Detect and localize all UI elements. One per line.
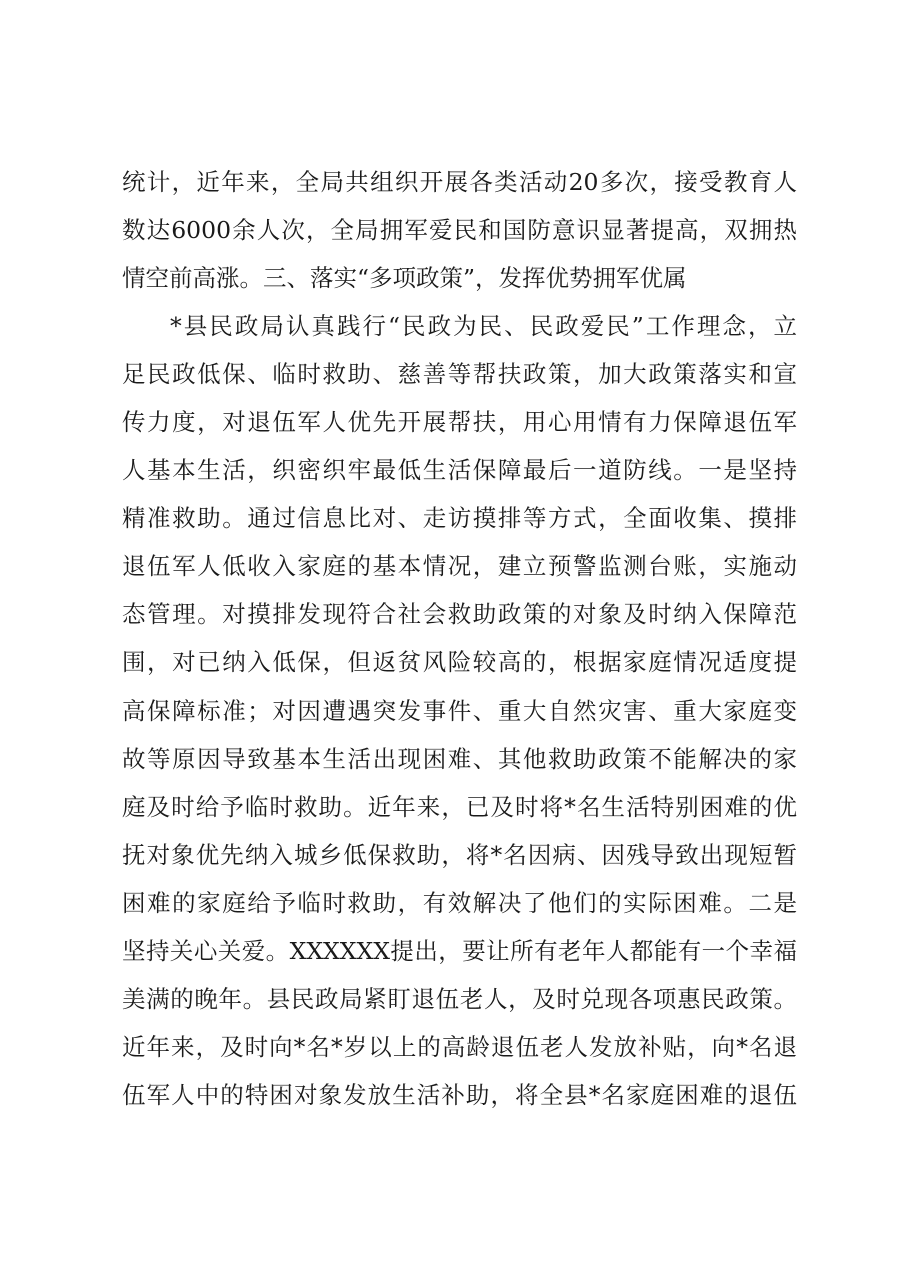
text-line: 坚持关心关爱。XXXXXX提出，要让所有老年人都能有一个幸福 <box>122 936 797 965</box>
text-line: 传力度，对退伍军人优先开展帮扶，用心用情有力保障退伍军 <box>122 408 797 437</box>
text-line: 高保障标准；对因遭遇突发事件、重大自然灾害、重大家庭变 <box>122 696 797 725</box>
text-line: 统计，近年来，全局共组织开展各类活动20多次，接受教育人 <box>122 168 797 196</box>
text-line: 抚对象优先纳入城乡低保救助，将*名因病、因残导致出现短暂 <box>122 840 797 869</box>
text-line: 故等原因导致基本生活出现困难、其他救助政策不能解决的家 <box>122 744 797 773</box>
text-line: 困难的家庭给予临时救助，有效解决了他们的实际困难。二是 <box>122 888 797 917</box>
text-line: 情空前高涨。三、落实“多项政策”，发挥优势拥军优属 <box>122 264 687 293</box>
text-line: 足民政低保、临时救助、慈善等帮扶政策，加大政策落实和宣 <box>122 360 797 389</box>
text-line: 围，对已纳入低保，但返贫风险较高的，根据家庭情况适度提 <box>122 648 797 677</box>
text-line: 退伍军人低收入家庭的基本情况，建立预警监测台账，实施动 <box>122 552 797 581</box>
text-line: 美满的晚年。县民政局紧盯退伍老人，及时兑现各项惠民政策。 <box>122 984 797 1013</box>
text-line: 精准救助。通过信息比对、走访摸排等方式，全面收集、摸排 <box>122 504 797 533</box>
text-line: 态管理。对摸排发现符合社会救助政策的对象及时纳入保障范 <box>122 600 797 629</box>
text-line: *县民政局认真践行“民政为民、民政爱民”工作理念，立 <box>170 312 797 341</box>
text-line: 人基本生活，织密织牢最低生活保障最后一道防线。一是坚持 <box>122 456 797 485</box>
text-line: 庭及时给予临时救助。近年来，已及时将*名生活特别困难的优 <box>122 792 797 821</box>
text-line: 伍军人中的特困对象发放生活补助，将全县*名家庭困难的退伍 <box>122 1080 797 1109</box>
text-line: 近年来，及时向*名*岁以上的高龄退伍老人发放补贴，向*名退 <box>122 1032 797 1061</box>
text-line: 数达6000余人次，全局拥军爱民和国防意识显著提高，双拥热 <box>122 216 797 245</box>
document-body <box>122 158 797 1119</box>
